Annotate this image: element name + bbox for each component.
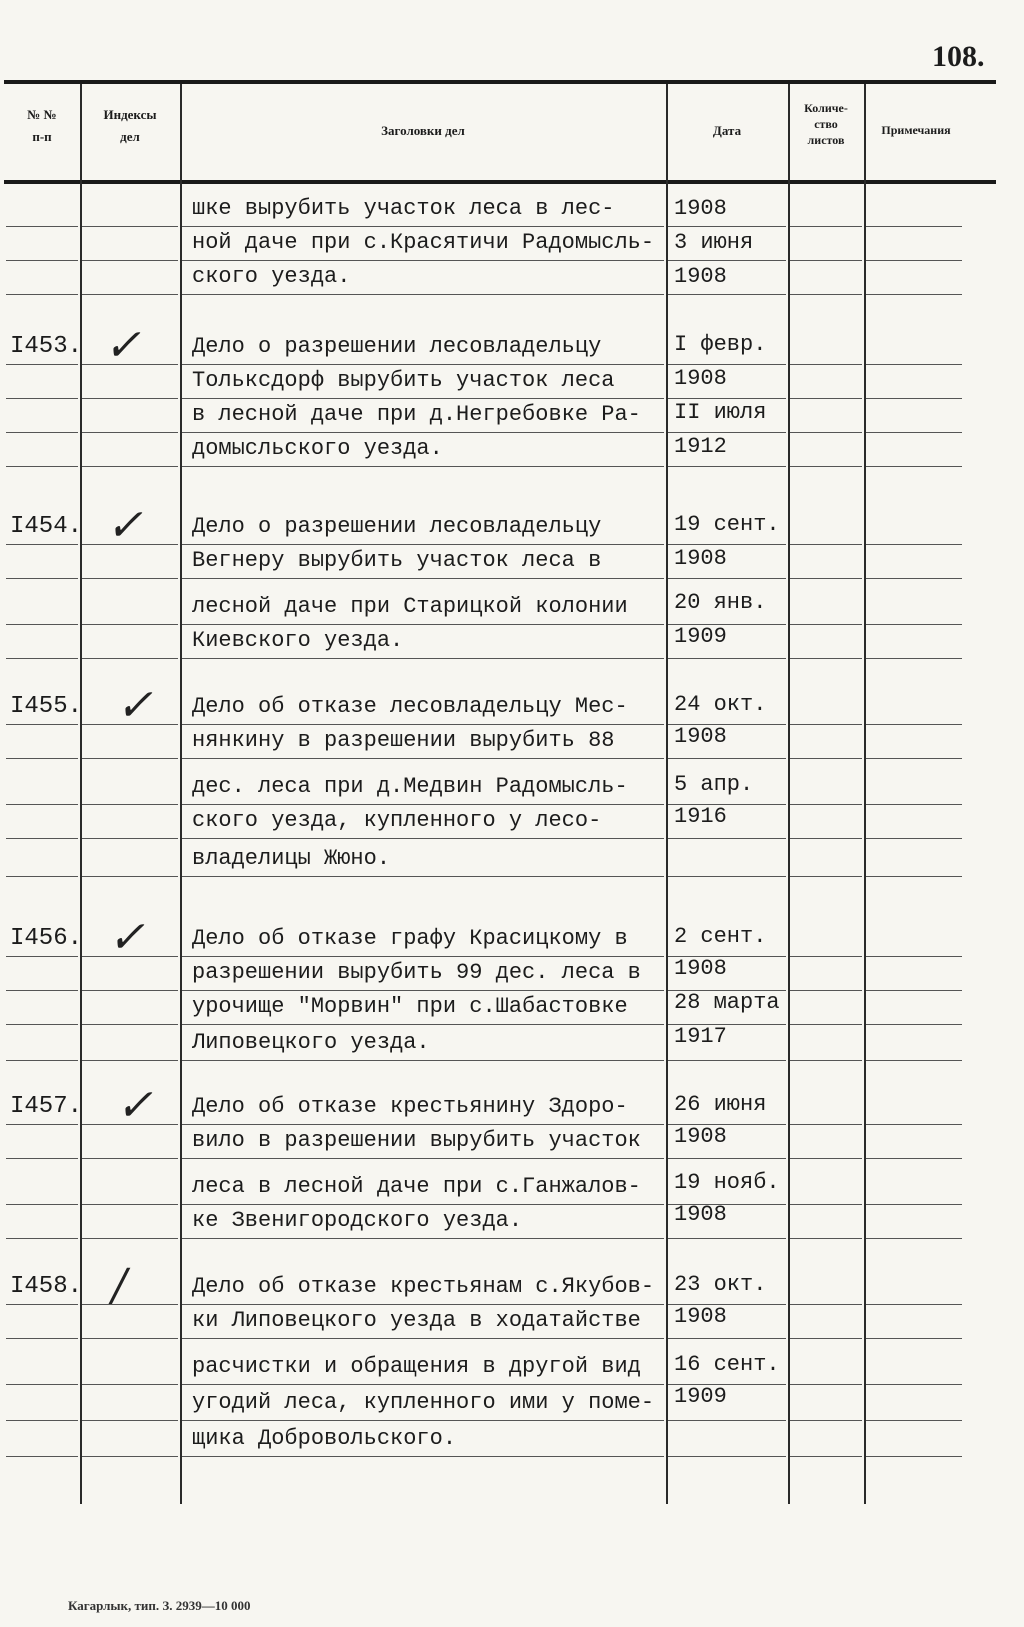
row-rule xyxy=(82,1304,178,1305)
row-rule xyxy=(790,624,862,625)
row-rule xyxy=(82,578,178,579)
row-rule xyxy=(790,1024,862,1025)
row-rule xyxy=(6,260,78,261)
entry-number: I454. xyxy=(10,513,83,540)
row-rule xyxy=(866,624,962,625)
row-rule xyxy=(790,1158,862,1159)
title-line: Вегнеру вырубить участок леса в xyxy=(192,548,602,573)
date-line: 2 сент. xyxy=(674,924,767,949)
index-check-mark: ✓ xyxy=(108,912,145,963)
row-rule xyxy=(668,1420,786,1421)
date-line: 23 окт. xyxy=(674,1272,767,1297)
row-rule xyxy=(6,1456,78,1457)
row-rule xyxy=(790,1420,862,1421)
row-rule xyxy=(790,1338,862,1339)
row-rule xyxy=(866,1204,962,1205)
date-line: 1912 xyxy=(674,434,727,459)
index-check-mark: / xyxy=(112,1260,127,1311)
row-rule xyxy=(6,578,78,579)
date-line: 1908 xyxy=(674,1202,727,1227)
header-notes: Примечания xyxy=(881,123,951,137)
row-rule xyxy=(82,226,178,227)
row-rule xyxy=(182,1456,664,1457)
row-rule xyxy=(82,294,178,295)
header-index xyxy=(82,104,178,148)
row-rule xyxy=(866,466,962,467)
row-rule xyxy=(866,1060,962,1061)
row-rule xyxy=(790,364,862,365)
row-rule xyxy=(6,804,78,805)
title-line: урочище "Морвин" при с.Шабастовке xyxy=(192,994,628,1019)
row-rule xyxy=(866,260,962,261)
row-rule xyxy=(6,294,78,295)
row-rule xyxy=(790,758,862,759)
row-rule xyxy=(82,260,178,261)
row-rule xyxy=(866,294,962,295)
header-index-line: Индексы xyxy=(103,107,157,122)
title-line: Липовецкого уезда. xyxy=(192,1030,430,1055)
date-line: 16 сент. xyxy=(674,1352,780,1377)
row-rule xyxy=(866,1304,962,1305)
header-top-rule xyxy=(4,80,996,84)
row-rule xyxy=(182,838,664,839)
date-line: 1908 xyxy=(674,546,727,571)
row-rule xyxy=(182,758,664,759)
row-rule xyxy=(82,1384,178,1385)
row-rule xyxy=(866,1338,962,1339)
header-date: Дата xyxy=(712,123,742,138)
row-rule xyxy=(82,1238,178,1239)
row-rule xyxy=(866,758,962,759)
entry-number: I453. xyxy=(10,333,83,360)
date-line: 1908 xyxy=(674,264,727,289)
row-rule xyxy=(6,838,78,839)
row-rule xyxy=(866,578,962,579)
row-rule xyxy=(182,1338,664,1339)
row-rule xyxy=(790,658,862,659)
row-rule xyxy=(82,1338,178,1339)
row-rule xyxy=(790,1238,862,1239)
row-rule xyxy=(82,1456,178,1457)
title-line: Киевского уезда. xyxy=(192,628,404,653)
title-line: владелицы Жюно. xyxy=(192,846,391,871)
header-count-line: ство xyxy=(814,117,838,132)
row-rule xyxy=(668,578,786,579)
row-rule xyxy=(82,804,178,805)
title-line: ной даче при с.Красятичи Радомысль- xyxy=(192,230,655,255)
row-rule xyxy=(6,758,78,759)
row-rule xyxy=(866,804,962,805)
row-rule xyxy=(182,658,664,659)
header-number xyxy=(6,104,78,148)
row-rule xyxy=(866,544,962,545)
header-number-line: № № xyxy=(27,107,57,122)
row-rule xyxy=(866,990,962,991)
row-rule xyxy=(182,466,664,467)
date-line: 19 нояб. xyxy=(674,1170,780,1195)
header-bottom-rule xyxy=(4,180,996,184)
entry-number: I456. xyxy=(10,925,83,952)
date-line: 1917 xyxy=(674,1024,727,1049)
row-rule xyxy=(866,1456,962,1457)
date-line: 1908 xyxy=(674,1304,727,1329)
title-line: леса в лесной даче при с.Ганжалов- xyxy=(192,1174,641,1199)
row-rule xyxy=(6,466,78,467)
row-rule xyxy=(668,294,786,295)
title-line: Дело об отказе крестьянам с.Якубов- xyxy=(192,1274,655,1299)
row-rule xyxy=(6,364,78,365)
row-rule xyxy=(866,838,962,839)
date-line: 1909 xyxy=(674,1384,727,1409)
date-line: 19 сент. xyxy=(674,512,780,537)
title-line: лесной даче при Старицкой колонии xyxy=(192,594,628,619)
column-divider xyxy=(864,84,866,1504)
date-line: 1908 xyxy=(674,1124,727,1149)
row-rule xyxy=(790,990,862,991)
date-line: 3 июня xyxy=(674,230,754,255)
index-check-mark: ✓ xyxy=(116,1080,153,1131)
row-rule xyxy=(182,1420,664,1421)
page-number: 108. xyxy=(932,40,985,73)
row-rule xyxy=(790,1124,862,1125)
row-rule xyxy=(790,1456,862,1457)
row-rule xyxy=(668,466,786,467)
row-rule xyxy=(668,1158,786,1159)
row-rule xyxy=(790,1384,862,1385)
title-line: нянкину в разрешении вырубить 88 xyxy=(192,728,615,753)
row-rule xyxy=(866,1158,962,1159)
row-rule xyxy=(6,1420,78,1421)
entry-number: I458. xyxy=(10,1273,83,1300)
date-line: 1908 xyxy=(674,956,727,981)
row-rule xyxy=(6,658,78,659)
row-rule xyxy=(182,1024,664,1025)
row-rule xyxy=(82,398,178,399)
title-line: Дело об отказе крестьянину Здоро- xyxy=(192,1094,628,1119)
row-rule xyxy=(790,466,862,467)
title-line: шке вырубить участок леса в лес- xyxy=(192,196,615,221)
date-line: II июля xyxy=(674,400,767,425)
row-rule xyxy=(6,624,78,625)
row-rule xyxy=(6,1204,78,1205)
row-rule xyxy=(82,1420,178,1421)
title-line: ского уезда. xyxy=(192,264,351,289)
row-rule xyxy=(790,544,862,545)
row-rule xyxy=(6,1238,78,1239)
column-divider xyxy=(180,84,182,1504)
row-rule xyxy=(668,1338,786,1339)
row-rule xyxy=(866,1024,962,1025)
row-rule xyxy=(82,758,178,759)
row-rule xyxy=(866,226,962,227)
row-rule xyxy=(182,1384,664,1385)
row-rule xyxy=(866,398,962,399)
date-line: 28 марта xyxy=(674,990,780,1015)
row-rule xyxy=(790,432,862,433)
row-rule xyxy=(790,578,862,579)
index-check-mark: ✓ xyxy=(104,320,141,371)
row-rule xyxy=(866,956,962,957)
header-title: Заголовки дел xyxy=(381,123,465,138)
row-rule xyxy=(6,956,78,957)
title-line: домысльского уезда. xyxy=(192,436,443,461)
row-rule xyxy=(790,294,862,295)
row-rule xyxy=(668,1238,786,1239)
row-rule xyxy=(866,1420,962,1421)
header-index-line: дел xyxy=(120,129,140,145)
row-rule xyxy=(82,990,178,991)
row-rule xyxy=(668,758,786,759)
title-line: щика Добровольского. xyxy=(192,1426,457,1451)
row-rule xyxy=(82,432,178,433)
row-rule xyxy=(790,260,862,261)
title-line: разрешении вырубить 99 дес. леса в xyxy=(192,960,641,985)
row-rule xyxy=(182,1238,664,1239)
row-rule xyxy=(6,226,78,227)
row-rule xyxy=(82,466,178,467)
title-line: расчистки и обращения в другой вид xyxy=(192,1354,641,1379)
index-check-mark: ✓ xyxy=(106,500,143,551)
header-number-line: п-п xyxy=(32,129,52,145)
date-line: I февр. xyxy=(674,332,767,357)
row-rule xyxy=(182,578,664,579)
title-line: Дело о разрешении лесовладельцу xyxy=(192,334,602,359)
row-rule xyxy=(866,1384,962,1385)
row-rule xyxy=(790,804,862,805)
row-rule xyxy=(6,1060,78,1061)
date-line: 20 янв. xyxy=(674,590,767,615)
row-rule xyxy=(866,876,962,877)
title-line: дес. леса при д.Медвин Радомысль- xyxy=(192,774,628,799)
row-rule xyxy=(866,364,962,365)
row-rule xyxy=(82,1060,178,1061)
date-line: 1908 xyxy=(674,196,727,221)
row-rule xyxy=(182,1158,664,1159)
title-line: ки Липовецкого уезда в ходатайстве xyxy=(192,1308,641,1333)
row-rule xyxy=(668,838,786,839)
row-rule xyxy=(6,1304,78,1305)
row-rule xyxy=(6,1338,78,1339)
title-line: ского уезда, купленного у лесо- xyxy=(192,808,602,833)
title-line: угодий леса, купленного ими у поме- xyxy=(192,1390,655,1415)
title-line: вило в разрешении вырубить участок xyxy=(192,1128,641,1153)
row-rule xyxy=(82,1204,178,1205)
row-rule xyxy=(6,1158,78,1159)
date-line: 1909 xyxy=(674,624,727,649)
row-rule xyxy=(790,956,862,957)
title-line: Дело об отказе лесовладельцу Мес- xyxy=(192,694,628,719)
date-line: 1916 xyxy=(674,804,727,829)
row-rule xyxy=(790,1304,862,1305)
row-rule xyxy=(6,876,78,877)
title-line: Дело об отказе графу Красицкому в xyxy=(192,926,628,951)
row-rule xyxy=(6,544,78,545)
row-rule xyxy=(866,432,962,433)
row-rule xyxy=(790,226,862,227)
row-rule xyxy=(668,1456,786,1457)
row-rule xyxy=(866,1238,962,1239)
row-rule xyxy=(6,1024,78,1025)
row-rule xyxy=(6,1384,78,1385)
row-rule xyxy=(790,838,862,839)
entry-number: I457. xyxy=(10,1093,83,1120)
header-count-line: листов xyxy=(807,133,845,148)
row-rule xyxy=(790,876,862,877)
header-sheet-count xyxy=(790,100,862,149)
row-rule xyxy=(866,1124,962,1125)
row-rule xyxy=(866,658,962,659)
column-divider xyxy=(666,84,668,1504)
row-rule xyxy=(82,1024,178,1025)
title-line: Дело о разрешении лесовладельцу xyxy=(192,514,602,539)
date-line: 26 июня xyxy=(674,1092,767,1117)
row-rule xyxy=(182,876,664,877)
column-divider xyxy=(788,84,790,1504)
row-rule xyxy=(6,990,78,991)
date-line: 1908 xyxy=(674,724,727,749)
row-rule xyxy=(182,294,664,295)
row-rule xyxy=(668,876,786,877)
row-rule xyxy=(82,658,178,659)
title-line: Тольксдорф вырубить участок леса xyxy=(192,368,615,393)
index-check-mark: ✓ xyxy=(116,680,153,731)
row-rule xyxy=(790,724,862,725)
row-rule xyxy=(6,398,78,399)
row-rule xyxy=(82,624,178,625)
date-line: 5 апр. xyxy=(674,772,754,797)
row-rule xyxy=(6,1124,78,1125)
row-rule xyxy=(6,432,78,433)
row-rule xyxy=(82,876,178,877)
row-rule xyxy=(82,838,178,839)
row-rule xyxy=(790,1060,862,1061)
title-line: ке Звенигородского уезда. xyxy=(192,1208,523,1233)
printer-imprint: Кагарлык, тип. З. 2939—10 000 xyxy=(68,1598,251,1613)
header-count-line: Количе- xyxy=(804,101,848,115)
title-line: в лесной даче при д.Негребовке Ра- xyxy=(192,402,641,427)
row-rule xyxy=(82,1158,178,1159)
date-line: 24 окт. xyxy=(674,692,767,717)
row-rule xyxy=(668,658,786,659)
row-rule xyxy=(866,724,962,725)
row-rule xyxy=(790,1204,862,1205)
row-rule xyxy=(668,1060,786,1061)
row-rule xyxy=(182,1060,664,1061)
entry-number: I455. xyxy=(10,693,83,720)
row-rule xyxy=(790,398,862,399)
row-rule xyxy=(6,724,78,725)
date-line: 1908 xyxy=(674,366,727,391)
